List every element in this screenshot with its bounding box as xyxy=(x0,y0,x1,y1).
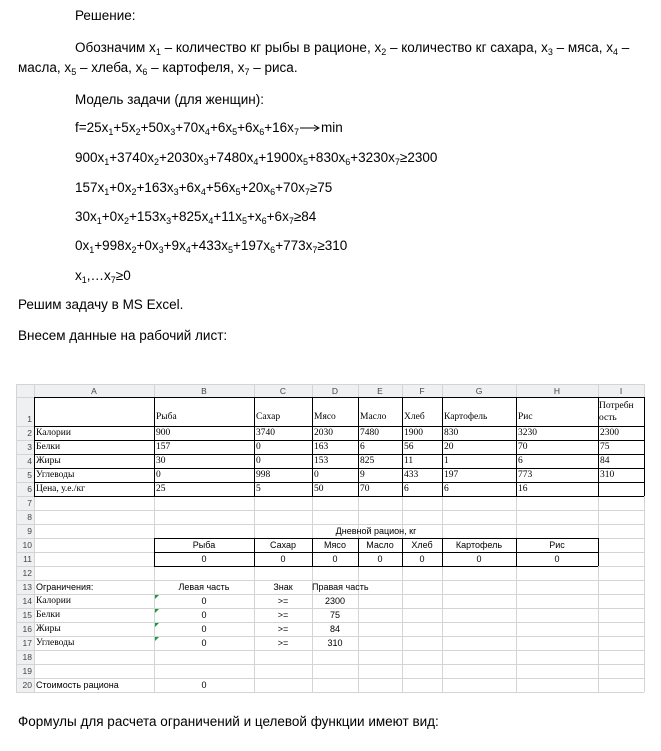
restr-left: 0 xyxy=(201,638,207,648)
row-header-5: 5 xyxy=(27,470,32,480)
column-header-F: F xyxy=(419,386,425,396)
text-run: Обозначим x xyxy=(75,40,156,55)
table-header-6: Рис xyxy=(518,412,533,422)
text-run: ≥0 xyxy=(115,268,131,283)
table-cell: 0 xyxy=(156,470,161,480)
ration-header-3: Масло xyxy=(366,540,394,550)
text-run: – хлеба, x xyxy=(76,60,143,75)
grid-line-h xyxy=(154,566,598,567)
subscript: 1 xyxy=(81,275,87,285)
need-header-2: ость xyxy=(599,413,617,423)
restr-right: 2300 xyxy=(324,596,346,606)
notation-line-2 xyxy=(18,60,298,76)
table-cell: 50 xyxy=(314,484,324,494)
text-run: – количество кг рыбы в рационе, x xyxy=(160,40,382,55)
row-header-18: 18 xyxy=(22,652,32,662)
restr-left: 0 xyxy=(201,610,207,620)
table-cell: 0 xyxy=(256,442,261,452)
table-cell: 153 xyxy=(314,456,329,466)
grid-line-h xyxy=(34,496,644,497)
table-row-label: Цена, у.е./кг xyxy=(36,484,86,494)
text-run: +0x xyxy=(109,180,132,195)
excel-sheet xyxy=(16,384,644,697)
subscript: 7 xyxy=(304,187,310,197)
text-run: +11x xyxy=(213,209,242,224)
subscript: 5 xyxy=(235,187,241,197)
table-cell: 900 xyxy=(156,428,171,438)
row-header-6: 6 xyxy=(27,484,32,494)
subscript: 5 xyxy=(242,216,248,226)
text-run: +6x xyxy=(178,180,201,195)
table-row-label: Жиры xyxy=(36,456,61,466)
grid-line-v xyxy=(644,397,645,496)
text-run: +6x xyxy=(266,209,289,224)
subscript: 6 xyxy=(345,157,351,167)
row-header-12: 12 xyxy=(22,568,32,578)
text-run: – количество кг сахара, x xyxy=(386,40,548,55)
column-header-D: D xyxy=(331,386,339,396)
column-header-A: A xyxy=(91,386,97,396)
subscript: 6 xyxy=(142,67,148,77)
table-cell: 0 xyxy=(314,470,319,480)
subscript: 2 xyxy=(123,216,129,226)
subscript: 7 xyxy=(288,216,294,226)
subscript: 3 xyxy=(170,127,176,137)
text-run: +6x xyxy=(237,120,260,135)
text-run: min xyxy=(320,120,343,135)
restr-sign-header: Знак xyxy=(273,582,293,592)
subscript: 3 xyxy=(166,216,172,226)
row-header-8: 8 xyxy=(27,512,32,522)
subscript: 3 xyxy=(158,245,164,255)
subscript: 7 xyxy=(312,245,318,255)
constraint-fats xyxy=(75,209,316,225)
text-run: +5x xyxy=(113,120,136,135)
table-cell: 825 xyxy=(360,456,375,466)
grid-line-h xyxy=(16,650,644,651)
cost-value: 0 xyxy=(201,680,207,690)
table-header-2: Мясо xyxy=(314,412,336,422)
subscript: 2 xyxy=(135,127,141,137)
ration-value: 0 xyxy=(201,554,207,564)
subscript: 2 xyxy=(153,157,159,167)
text-run: ≥310 xyxy=(317,238,348,253)
subscript: 1 xyxy=(104,187,110,197)
text-run: 900x xyxy=(75,150,105,165)
subscript: 4 xyxy=(613,47,619,57)
row-header-3: 3 xyxy=(27,442,32,452)
table-header-5: Картофель xyxy=(444,412,488,422)
text-run: 157x xyxy=(75,180,105,195)
table-row-label: Калории xyxy=(36,428,71,438)
table-header-0: Рыба xyxy=(156,412,177,422)
footer-text: Формулы для расчета ограничений и целевой функции имеют вид: xyxy=(18,714,439,729)
table-header-4: Хлеб xyxy=(404,412,425,422)
subscript: 3 xyxy=(173,187,179,197)
ration-value: 0 xyxy=(419,554,425,564)
table-cell: 0 xyxy=(256,456,261,466)
table-need: 310 xyxy=(600,470,615,480)
grid-line-h xyxy=(16,664,644,665)
constraint-proteins xyxy=(75,180,332,196)
text-run: +825x xyxy=(171,209,209,224)
row-header-1: 1 xyxy=(27,414,32,424)
row-header-4: 4 xyxy=(27,456,32,466)
row-header-7: 7 xyxy=(27,498,32,508)
table-row-label: Белки xyxy=(36,442,61,452)
subscript: 7 xyxy=(394,157,400,167)
subscript: 2 xyxy=(131,187,137,197)
table-cell: 1900 xyxy=(404,428,423,438)
text-run: +56x xyxy=(205,180,236,195)
restr-left: 0 xyxy=(201,624,207,634)
ration-title: Дневной рацион, кг xyxy=(335,526,417,536)
row-header-10: 10 xyxy=(22,540,32,550)
column-header-G: G xyxy=(475,386,483,396)
text-run: +7480x xyxy=(208,150,254,165)
ration-header-4: Хлеб xyxy=(411,540,433,550)
subscript: 1 xyxy=(89,245,95,255)
text-run: – риса. xyxy=(249,60,298,75)
subscript: 5 xyxy=(71,67,77,77)
text-run: +70x xyxy=(275,180,305,195)
table-cell: 197 xyxy=(444,470,459,480)
row-header-14: 14 xyxy=(22,596,32,606)
grid-line-v xyxy=(516,397,517,496)
table-need: 75 xyxy=(600,442,610,452)
table-cell: 6 xyxy=(444,484,449,494)
formula-indicator-icon xyxy=(155,609,159,613)
table-cell: 5 xyxy=(256,484,261,494)
subscript: 2 xyxy=(381,47,387,57)
subscript: 2 xyxy=(131,245,137,255)
restr-sign: >= xyxy=(277,638,289,648)
grid-line-v xyxy=(598,538,599,566)
constraint-nonneg xyxy=(75,268,131,284)
row-header-11: 11 xyxy=(23,554,32,564)
restr-label: Калории xyxy=(36,596,71,606)
restr-sign: >= xyxy=(277,624,289,634)
text-run: +x xyxy=(247,209,262,224)
restr-left-header: Левая часть xyxy=(178,582,230,592)
subscript: 5 xyxy=(232,127,238,137)
text-run: – мяса, x xyxy=(552,40,614,55)
restr-label: Углеводы xyxy=(36,638,75,648)
restr-left: 0 xyxy=(201,596,207,606)
table-cell: 9 xyxy=(360,470,365,480)
table-need: 2300 xyxy=(600,428,619,438)
grid-line-v xyxy=(402,397,403,496)
column-header-B: B xyxy=(201,386,207,396)
subscript: 4 xyxy=(200,187,206,197)
text-run: +50x xyxy=(140,120,171,135)
table-cell: 6 xyxy=(518,456,523,466)
column-header-C: C xyxy=(279,386,287,396)
grid-line-h xyxy=(16,510,644,511)
subscript: 7 xyxy=(110,275,116,285)
model-title: Модель задачи (для женщин): xyxy=(75,92,264,107)
enter-text: Внесем данные на рабочий лист: xyxy=(18,328,228,343)
text-run: ,…x xyxy=(86,268,111,283)
arrow-right-icon xyxy=(299,124,321,132)
table-cell: 1 xyxy=(444,456,449,466)
ration-header-0: Рыба xyxy=(192,540,216,550)
text-run: +197x xyxy=(233,238,271,253)
table-cell: 3740 xyxy=(256,428,275,438)
text-run: +998x xyxy=(94,238,132,253)
subscript: 6 xyxy=(270,245,276,255)
restr-right: 84 xyxy=(329,624,340,634)
text-run: +1900x xyxy=(258,150,304,165)
row-header-9: 9 xyxy=(27,526,32,536)
text-run: +433x xyxy=(190,238,228,253)
table-cell: 2030 xyxy=(314,428,333,438)
subscript: 5 xyxy=(227,245,233,255)
row-header-15: 15 xyxy=(22,610,32,620)
objective-function xyxy=(75,120,343,136)
text-run: +0x xyxy=(101,209,124,224)
subscript: 3 xyxy=(203,157,209,167)
text-run: x xyxy=(75,268,82,283)
ration-value: 0 xyxy=(476,554,482,564)
restr-right: 310 xyxy=(327,638,343,648)
subscript: 3 xyxy=(547,47,553,57)
table-cell: 3230 xyxy=(518,428,537,438)
ration-value: 0 xyxy=(377,554,383,564)
table-cell: 998 xyxy=(256,470,271,480)
need-header-1: Потребн xyxy=(599,401,634,411)
grid-line-v xyxy=(358,397,359,496)
table-row-label: Углеводы xyxy=(36,470,75,480)
formula-indicator-icon xyxy=(155,637,159,641)
subscript: 6 xyxy=(270,187,276,197)
text-run: – картофеля, x xyxy=(147,60,245,75)
column-header-E: E xyxy=(377,386,383,396)
table-cell: 6 xyxy=(404,484,409,494)
grid-line-v xyxy=(312,397,313,496)
constraint-calories xyxy=(75,150,437,166)
table-cell: 70 xyxy=(360,484,370,494)
row-header-2: 2 xyxy=(27,428,32,438)
text-run: f=25x xyxy=(75,120,109,135)
subscript: 4 xyxy=(253,157,259,167)
ration-value: 0 xyxy=(280,554,286,564)
subscript: 1 xyxy=(155,47,161,57)
table-cell: 70 xyxy=(518,442,528,452)
row-header-17: 17 xyxy=(22,638,32,648)
table-cell: 163 xyxy=(314,442,329,452)
table-cell: 56 xyxy=(404,442,414,452)
solve-text: Решим задачу в MS Excel. xyxy=(18,297,184,312)
text-run: – xyxy=(618,40,630,55)
text-run: +0x xyxy=(136,238,159,253)
grid-line-v xyxy=(154,397,155,496)
subscript: 4 xyxy=(208,216,214,226)
subscript: 1 xyxy=(104,157,110,167)
subscript: 4 xyxy=(204,127,210,137)
subscript: 6 xyxy=(259,127,265,137)
text-run: 30x xyxy=(75,209,97,224)
restr-right: 75 xyxy=(329,610,340,620)
grid-line-h xyxy=(16,692,644,693)
ration-value: 0 xyxy=(554,554,560,564)
table-cell: 830 xyxy=(444,428,459,438)
restr-label-header: Ограничения: xyxy=(36,582,94,592)
restr-sign: >= xyxy=(277,596,289,606)
cost-label: Стоимость рациона xyxy=(36,680,119,690)
table-cell: 16 xyxy=(518,484,528,494)
text-run: +3740x xyxy=(109,150,154,165)
text-run: ≥84 xyxy=(293,209,317,224)
ration-header-2: Мясо xyxy=(324,540,346,550)
ration-header-1: Сахар xyxy=(269,540,296,550)
text-run: +773x xyxy=(275,238,313,253)
grid-line-v xyxy=(34,397,35,496)
table-header-1: Сахар xyxy=(256,412,281,422)
text-run: +6x xyxy=(209,120,233,135)
text-run: +830x xyxy=(308,150,346,165)
grid-line-v xyxy=(442,397,443,496)
text-run: +3230x xyxy=(350,150,395,165)
subscript: 4 xyxy=(185,245,191,255)
text-run: +16x xyxy=(264,120,294,135)
text-run: 0x xyxy=(75,238,90,253)
row-header-20: 20 xyxy=(22,680,32,690)
text-run: масла, x xyxy=(18,60,72,75)
subscript: 1 xyxy=(108,127,114,137)
grid-line-h xyxy=(34,397,644,398)
subscript: 5 xyxy=(303,157,309,167)
solution-heading: Решение: xyxy=(75,8,136,23)
row-header-13: 13 xyxy=(22,582,32,592)
text-run: +153x xyxy=(128,209,167,224)
table-cell: 773 xyxy=(518,470,533,480)
formula-indicator-icon xyxy=(155,595,159,599)
grid-line-v xyxy=(254,397,255,496)
table-cell: 7480 xyxy=(360,428,379,438)
table-cell: 433 xyxy=(404,470,419,480)
subscript: 7 xyxy=(244,67,250,77)
text-run: +70x xyxy=(175,120,205,135)
row-header-16: 16 xyxy=(22,624,32,634)
restr-label: Белки xyxy=(36,610,61,620)
text-run: +20x xyxy=(240,180,271,195)
subscript: 7 xyxy=(293,127,299,137)
table-cell: 25 xyxy=(156,484,166,494)
ration-header-6: Рис xyxy=(549,540,565,550)
table-cell: 6 xyxy=(360,442,365,452)
subscript: 1 xyxy=(96,216,102,226)
text-run: +9x xyxy=(163,238,186,253)
formula-indicator-icon xyxy=(155,623,159,627)
table-need: 84 xyxy=(600,456,610,466)
table-cell: 11 xyxy=(404,456,414,466)
restr-label: Жиры xyxy=(36,624,61,634)
ration-header-5: Картофель xyxy=(455,540,503,550)
ration-value: 0 xyxy=(332,554,338,564)
row-header-19: 19 xyxy=(22,666,32,676)
column-header-H: H xyxy=(553,386,561,396)
table-cell: 30 xyxy=(156,456,166,466)
text-run: +163x xyxy=(136,180,174,195)
text-run: +2030x xyxy=(158,150,204,165)
text-run: ≥2300 xyxy=(399,150,438,165)
restr-sign: >= xyxy=(277,610,289,620)
constraint-carbs xyxy=(75,238,347,254)
column-header-I: I xyxy=(619,386,623,396)
notation-line-1 xyxy=(75,40,629,56)
table-cell: 157 xyxy=(156,442,171,452)
table-cell: 20 xyxy=(444,442,454,452)
text-run: ≥75 xyxy=(309,180,333,195)
subscript: 6 xyxy=(261,216,267,226)
table-header-3: Масло xyxy=(360,412,387,422)
restr-right-header: Правая часть xyxy=(312,582,369,592)
